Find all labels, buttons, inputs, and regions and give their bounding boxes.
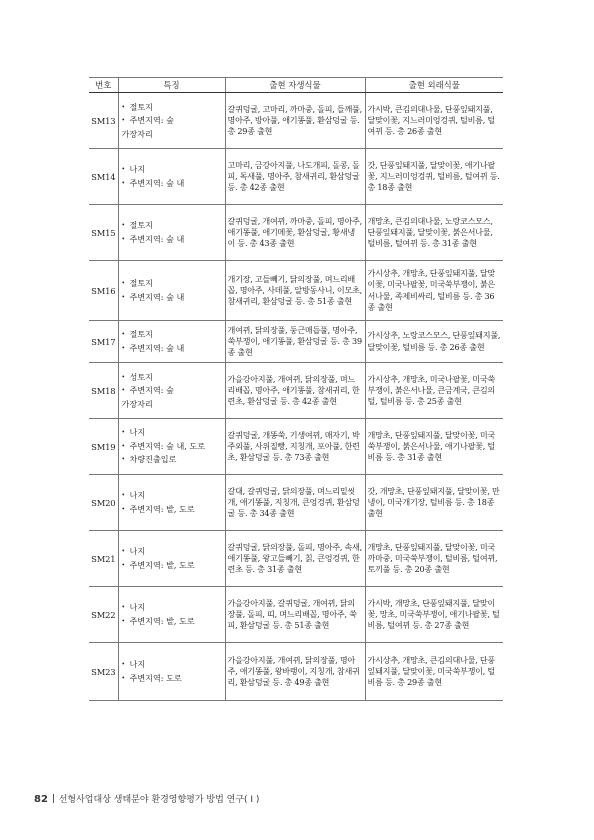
feature-text: 절토지 — [129, 219, 153, 230]
feature-item — [122, 177, 223, 191]
alien-species: 개망초, 단풍잎돼지풀, 달맞이꽃, 미국까마중, 미국쑥부쟁이, 털비름, 털여뀌, 토끼풀 등. 총 20종 출현 — [365, 531, 503, 587]
alien-species: 가시상추, 개망초, 단풍잎돼지풀, 달맞이꽃, 미국나팔꽃, 미국쑥부쟁이, 붉은서나물, 족제비싸리, 털비름 등. 총 36종 출현 — [365, 261, 503, 321]
site-code: SM15 — [89, 205, 118, 261]
feature-item — [122, 601, 223, 615]
site-code: SM13 — [89, 93, 118, 149]
feature-item — [122, 453, 223, 467]
table-row — [89, 363, 503, 419]
native-species: 갈대, 갈퀴덩굴, 닭의장풀, 며느리밑씻개, 애기똥풀, 지칭개, 큰엉겅퀴, 환삼덩굴 등. 총 34종 출현 — [225, 475, 365, 531]
feature-item — [122, 163, 223, 177]
bullet-icon: • — [121, 165, 126, 173]
feature-item — [122, 658, 223, 672]
feature-item — [122, 559, 223, 573]
feature-text: 가장자리 — [121, 398, 153, 409]
site-code: SM16 — [89, 261, 118, 321]
site-code: SM20 — [89, 475, 118, 531]
feature-text: 주변지역: 숲 내 — [129, 291, 185, 302]
feature-text: 주변지역: 숲 내 — [129, 233, 185, 244]
feature-text: 나지 — [129, 601, 146, 612]
table-row — [89, 587, 503, 643]
table-row — [89, 93, 503, 149]
bullet-icon: • — [121, 103, 126, 111]
feature-item — [122, 128, 223, 141]
site-code: SM22 — [89, 587, 118, 643]
table-header-row — [89, 78, 503, 93]
feature-item — [122, 371, 223, 385]
feature-text: 절토지 — [129, 328, 153, 339]
bullet-icon: • — [121, 179, 126, 187]
feature-text: 주변지역: 밭, 도로 — [129, 559, 195, 570]
native-species: 가을강아지풀, 개여뀌, 닭의장풀, 명아주, 애기똥풀, 왕바랭이, 지칭개, 참새귀리, 환삼덩굴 등. 총 49종 출현 — [225, 643, 365, 701]
feature-item — [122, 545, 223, 559]
feature-text: 절토지 — [129, 277, 153, 288]
table-body — [89, 93, 503, 701]
feature-text: 주변지역: 밭, 도로 — [129, 503, 195, 514]
feature-item — [122, 114, 223, 128]
alien-species: 가시박, 큰김의대나물, 단풍잎돼지풀, 달맞이꽃, 지느러미엉겅퀴, 털비름, 털여뀌 등. 총 26종 출현 — [365, 93, 503, 149]
feature-item — [122, 398, 223, 411]
site-code: SM19 — [89, 419, 118, 475]
bullet-icon: • — [121, 221, 126, 229]
feature-item — [122, 489, 223, 503]
alien-species: 개망초, 큰김의대나물, 노랑코스모스, 단풍잎돼지풀, 달맞이꽃, 붉은서나물, 털비름, 털여뀌 등. 총 31종 출현 — [365, 205, 503, 261]
feature-item — [122, 291, 223, 305]
native-species: 고마리, 금강아지풀, 나도개피, 돌콩, 돌피, 독새풀, 명아주, 참새귀리, 환삼덩굴 등. 총 42종 출현 — [225, 149, 365, 205]
bullet-icon: • — [121, 491, 126, 499]
bullet-icon: • — [121, 344, 126, 352]
feature-item — [122, 672, 223, 686]
site-features — [118, 419, 225, 475]
site-features — [118, 321, 225, 363]
table-row — [89, 531, 503, 587]
bullet-icon: • — [121, 293, 126, 301]
alien-species: 가시상추, 개망초, 미국나팔꽃, 미국쑥부쟁이, 붉은서나물, 큰금계국, 큰김의털, 털비름 등. 총 25종 출현 — [365, 363, 503, 419]
bullet-icon: • — [121, 279, 126, 287]
feature-text: 나지 — [129, 427, 146, 438]
table-row — [89, 205, 503, 261]
site-features — [118, 149, 225, 205]
native-species: 개여뀌, 닭의장풀, 둥근매듭풀, 명아주, 쑥부쟁이, 애기똥풀, 환삼덩굴 등. 총 39종 출현 — [225, 321, 365, 363]
feature-text: 주변지역: 숲 내 — [129, 342, 185, 353]
running-title: 선형사업대상 생태분야 환경영향평가 방법 연구( I ) — [58, 795, 260, 805]
bullet-icon: • — [121, 387, 126, 395]
header-alien: 출현 외래식물 — [365, 78, 503, 93]
feature-text: 주변지역: 도로 — [129, 672, 182, 683]
feature-item — [122, 342, 223, 356]
feature-text: 주변지역: 숲 — [129, 385, 174, 396]
feature-item — [122, 101, 223, 115]
feature-text: 성토지 — [129, 371, 153, 382]
bullet-icon: • — [121, 617, 126, 625]
alien-species: 가시상추, 개망초, 큰김의대나물, 단풍잎돼지풀, 달맞이꽃, 미국쑥부쟁이, 털비름 등. 총 29종 출현 — [365, 643, 503, 701]
feature-text: 주변지역: 숲 — [129, 115, 174, 126]
bullet-icon: • — [121, 660, 126, 668]
flora-survey-table — [89, 77, 503, 701]
alien-species: 가시상추, 노랑코스모스, 단풍잎돼지풀, 달맞이꽃, 털비름 등. 총 26종 출현 — [365, 321, 503, 363]
alien-species: 갓, 개망초, 단풍잎돼지풀, 달맞이꽃, 만냉이, 미국개기장, 털비름 등. 총 18종 출현 — [365, 475, 503, 531]
site-features — [118, 93, 225, 149]
alien-species: 갓, 단풍잎돼지풀, 달맞이꽃, 애기나팔꽃, 지느러미엉겅퀴, 털비름, 털여뀌 등. 총 18종 출현 — [365, 149, 503, 205]
table-row — [89, 149, 503, 205]
native-species: 갈퀴덩굴, 닭의장풀, 돌피, 명아주, 속새, 애기똥풀, 왕고들빼기, 칡, 큰엉겅퀴, 한련초 등. 총 31종 출현 — [225, 531, 365, 587]
table-row — [89, 261, 503, 321]
feature-item — [122, 277, 223, 291]
site-code: SM14 — [89, 149, 118, 205]
page-footer — [34, 792, 259, 805]
feature-text: 절토지 — [129, 101, 153, 112]
bullet-icon: • — [121, 373, 126, 381]
table-row — [89, 419, 503, 475]
bullet-icon: • — [121, 547, 126, 555]
feature-text: 주변지역: 밭, 도로 — [129, 615, 195, 626]
footer-divider — [53, 794, 54, 803]
site-code: SM21 — [89, 531, 118, 587]
native-species: 개기장, 고들빼기, 닭의장풀, 며느리배꼽, 명아주, 사데풀, 알방동사니, 이모초, 참새귀리, 환삼덩굴 등. 총 51종 출현 — [225, 261, 365, 321]
header-feature: 특징 — [118, 78, 225, 93]
bullet-icon: • — [121, 429, 126, 437]
feature-text: 가장자리 — [121, 128, 153, 139]
site-code: SM18 — [89, 363, 118, 419]
site-features — [118, 261, 225, 321]
bullet-icon: • — [121, 603, 126, 611]
alien-species: 가시박, 개망초, 단풍잎돼지풀, 달맞이꽃, 망초, 미국쑥부쟁이, 애기나팔꽃, 털비름, 털여뀌 등. 총 27종 출현 — [365, 587, 503, 643]
native-species: 가을강아지풀, 개여뀌, 닭의장풀, 며느리배꼽, 명아주, 애기똥풀, 참새귀리, 한련초, 환삼덩굴 등. 총 42종 출현 — [225, 363, 365, 419]
bullet-icon: • — [121, 117, 126, 125]
bullet-icon: • — [121, 442, 126, 450]
table-row — [89, 643, 503, 701]
header-code: 번호 — [89, 78, 118, 93]
site-code: SM17 — [89, 321, 118, 363]
site-features — [118, 643, 225, 701]
feature-text: 나지 — [129, 545, 146, 556]
feature-item — [122, 615, 223, 629]
feature-item — [122, 440, 223, 454]
site-code: SM23 — [89, 643, 118, 701]
table-row — [89, 321, 503, 363]
feature-item — [122, 328, 223, 342]
bullet-icon: • — [121, 456, 126, 464]
site-features — [118, 205, 225, 261]
feature-text: 주변지역: 숲 내, 도로 — [129, 440, 206, 451]
site-features — [118, 475, 225, 531]
native-species: 갈퀴덩굴, 개똥쑥, 기생여뀌, 매자기, 박주외풀, 사위질빵, 지칭개, 포아풀, 한련초, 환삼덩굴 등. 총 73종 출현 — [225, 419, 365, 475]
header-native: 출현 자생식물 — [225, 78, 365, 93]
feature-text: 나지 — [129, 163, 146, 174]
native-species: 가을강아지풀, 갈퀴덩굴, 개여뀌, 닭의장풀, 돌피, 띠, 며느리배꼽, 명아주, 쑥피, 환삼덩굴 등. 총 51종 출현 — [225, 587, 365, 643]
feature-item — [122, 426, 223, 440]
bullet-icon: • — [121, 674, 126, 682]
site-features — [118, 587, 225, 643]
feature-text: 나지 — [129, 658, 146, 669]
feature-item — [122, 503, 223, 517]
feature-item — [122, 219, 223, 233]
feature-item — [122, 233, 223, 247]
native-species: 갈퀴덩굴, 고마리, 까마중, 돌피, 들깨풀, 명아주, 방아풀, 애기똥풀, 환삼덩굴 등. 총 29종 출현 — [225, 93, 365, 149]
bullet-icon: • — [121, 561, 126, 569]
feature-item — [122, 384, 223, 398]
table-row — [89, 475, 503, 531]
feature-text: 차량진출입로 — [129, 454, 177, 465]
bullet-icon: • — [121, 330, 126, 338]
bullet-icon: • — [121, 505, 126, 513]
site-features — [118, 363, 225, 419]
page-number: 82 — [34, 794, 48, 805]
site-features — [118, 531, 225, 587]
alien-species: 개망초, 단풍잎돼지풀, 달맞이꽃, 미국쑥부쟁이, 붉은서나물, 애기나팔꽃, 털비름 등. 총 31종 출현 — [365, 419, 503, 475]
bullet-icon: • — [121, 235, 126, 243]
native-species: 갈퀴덩굴, 개여뀌, 까마중, 돌피, 명아주, 애기똥풀, 애기메꽃, 환삼덩굴, 황새냉이 등. 총 43종 출현 — [225, 205, 365, 261]
feature-text: 나지 — [129, 489, 146, 500]
feature-text: 주변지역: 숲 내 — [129, 177, 185, 188]
